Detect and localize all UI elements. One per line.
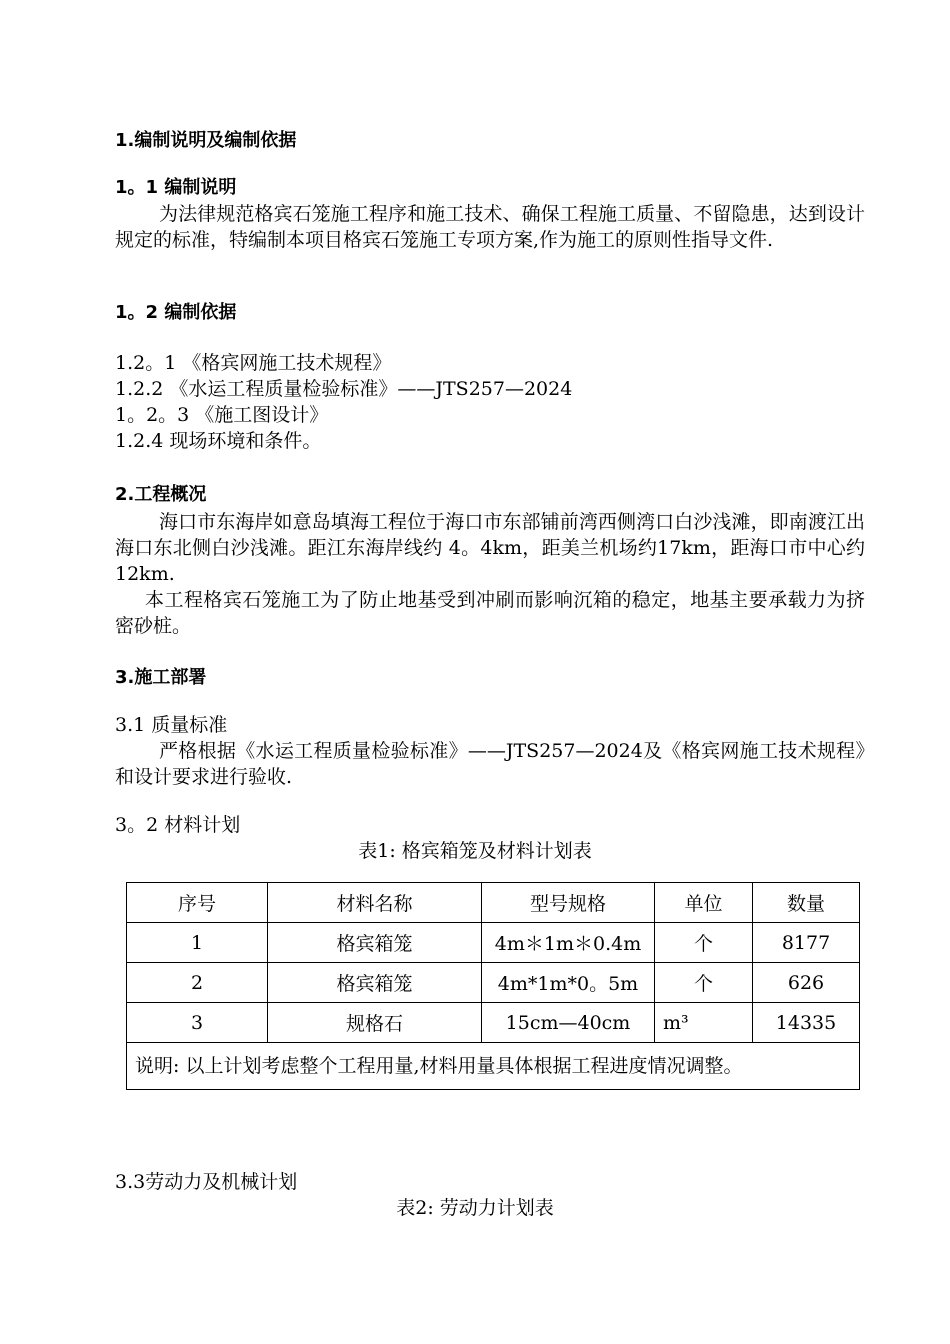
table-header-row — [127, 883, 860, 923]
table-cell: 格宾箱笼 — [268, 963, 482, 1003]
section-3-title: 3.施工部署 — [115, 667, 207, 688]
table-cell: 1 — [127, 923, 268, 963]
basis-item-1: 1.2。1 《格宾网施工技术规程》 — [115, 352, 392, 374]
table-cell: 15cm—40cm — [482, 1003, 655, 1043]
table-note: 说明: 以上计划考虑整个工程用量,材料用量具体根据工程进度情况调整。 — [127, 1043, 860, 1090]
section-2-text-2: 本工程格宾石笼施工为了防止地基受到冲刷而影响沉箱的稳定，地基主要承载力为挤密砂桩。 — [115, 589, 865, 637]
table-cell: 626 — [753, 963, 860, 1003]
section-3-3-title: 3.3劳动力及机械计划 — [115, 1171, 298, 1193]
table-cell: 规格石 — [268, 1003, 482, 1043]
section-1-title: 1.编制说明及编制依据 — [115, 130, 297, 151]
table-cell: 2 — [127, 963, 268, 1003]
section-1-2-title: 1。2 编制依据 — [115, 302, 237, 323]
table-row — [127, 963, 860, 1003]
materials-table — [126, 882, 860, 1090]
section-3-1-text: 严格根据《水运工程质量检验标准》——JTS257—2024及《格宾网施工技术规程》和设计要求进行验收. — [115, 740, 865, 788]
basis-item-3: 1。2。3 《施工图设计》 — [115, 404, 329, 426]
header-cell: 数量 — [753, 883, 860, 923]
section-2-title: 2.工程概况 — [115, 484, 207, 505]
table-cell: 格宾箱笼 — [268, 923, 482, 963]
section-3-2-title: 3。2 材料计划 — [115, 814, 241, 836]
table-cell: 14335 — [753, 1003, 860, 1043]
section-1-1-title: 1。1 编制说明 — [115, 177, 237, 198]
table-row — [127, 923, 860, 963]
table-cell: 个 — [655, 923, 753, 963]
section-2-text-1: 海口市东海岸如意岛填海工程位于海口市东部铺前湾西侧湾口白沙浅滩，即南渡江出海口东北侧白沙浅滩。距江东海岸线约 4。4km，距美兰机场约17km，距海口市中心约12km. — [115, 511, 865, 585]
table-cell: m³ — [655, 1003, 753, 1043]
header-cell: 型号规格 — [482, 883, 655, 923]
table-cell: 8177 — [753, 923, 860, 963]
section-3-1-title: 3.1 质量标准 — [115, 714, 228, 736]
basis-item-4: 1.2.4 现场环境和条件。 — [115, 430, 322, 452]
table-2-caption: 表2: 劳动力计划表 — [396, 1197, 554, 1219]
header-cell: 单位 — [655, 883, 753, 923]
table-cell: 4m*1m*0。5m — [482, 963, 655, 1003]
table-cell: 个 — [655, 963, 753, 1003]
table-note-row — [127, 1043, 860, 1090]
table-cell: 3 — [127, 1003, 268, 1043]
table-cell: 4m＊1m＊0.4m — [482, 923, 655, 963]
section-1-1-text: 为法律规范格宾石笼施工程序和施工技术、确保工程施工质量、不留隐患，达到设计规定的标准，特编制本项目格宾石笼施工专项方案,作为施工的原则性指导文件. — [115, 203, 865, 251]
table-row — [127, 1003, 860, 1043]
header-cell: 材料名称 — [268, 883, 482, 923]
header-cell: 序号 — [127, 883, 268, 923]
table-1-caption: 表1: 格宾箱笼及材料计划表 — [358, 840, 592, 862]
basis-item-2: 1.2.2 《水运工程质量检验标准》——JTS257—2024 — [115, 378, 573, 400]
